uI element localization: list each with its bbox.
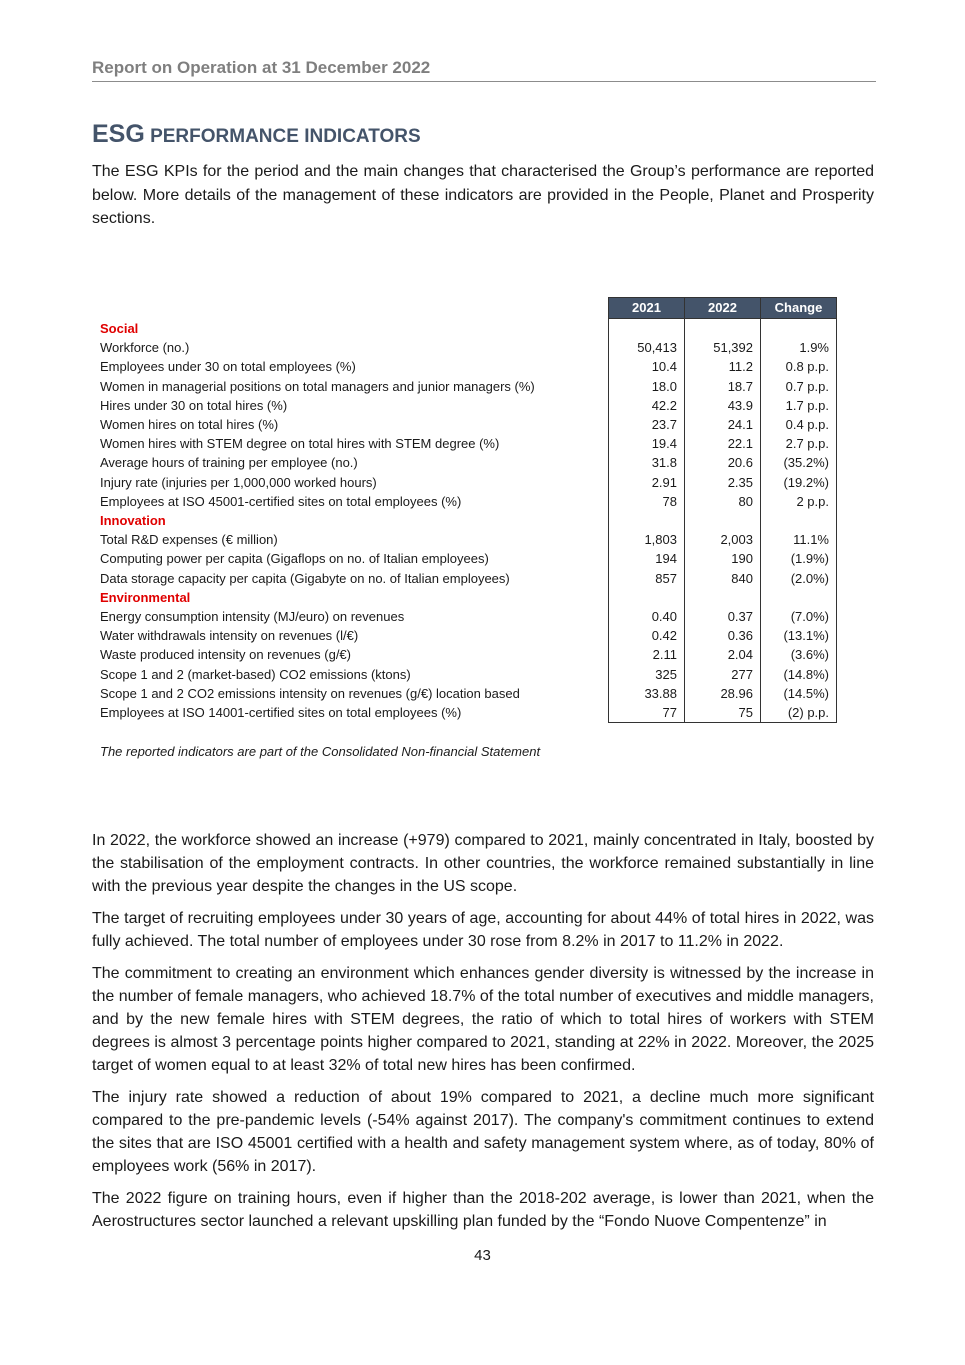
value-2021: 194 bbox=[609, 549, 685, 568]
value-2022: 80 bbox=[685, 492, 761, 511]
row-label: Scope 1 and 2 CO2 emissions intensity on revenues (g/€) location based bbox=[100, 685, 520, 701]
column-header-change: Change bbox=[761, 298, 837, 319]
value-2022: 190 bbox=[685, 549, 761, 568]
category-row-environmental bbox=[98, 588, 837, 607]
row-label: Women in managerial positions on total managers and junior managers (%) bbox=[100, 378, 535, 394]
value-change: (14.5%) bbox=[761, 684, 837, 703]
row-label: Women hires with STEM degree on total hires with STEM degree (%) bbox=[100, 436, 500, 452]
value-2021: 2.11 bbox=[609, 645, 685, 664]
row-label: Average hours of training per employee (no.) bbox=[100, 455, 358, 471]
category-label: Innovation bbox=[100, 513, 166, 529]
value-2021: 325 bbox=[609, 665, 685, 684]
row-label: Energy consumption intensity (MJ/euro) on revenues bbox=[100, 609, 405, 625]
table-row bbox=[98, 434, 837, 453]
body-text bbox=[92, 829, 874, 1242]
value-2022: 277 bbox=[685, 665, 761, 684]
value-2022: 20.6 bbox=[685, 453, 761, 472]
table-row bbox=[98, 645, 837, 664]
row-label: Total R&D expenses (€ million) bbox=[100, 532, 278, 548]
value-2021: 10.4 bbox=[609, 357, 685, 376]
category-label: Environmental bbox=[100, 589, 191, 605]
value-2021: 33.88 bbox=[609, 684, 685, 703]
value-change: 2.7 p.p. bbox=[761, 434, 837, 453]
section-title-prefix: ESG bbox=[92, 120, 145, 148]
table-row bbox=[98, 473, 837, 492]
table-row bbox=[98, 626, 837, 645]
body-paragraph: The injury rate showed a reduction of about 19% compared to 2021, a decline much more significant compared to the pre-pandemic levels (-54% against 2017). The company's commitment continues to extend the sites that are ISO 45001 certified with a health and safety management system where, as of today, 80% of employees work (56% in 2017). bbox=[92, 1089, 874, 1175]
value-2021: 18.0 bbox=[609, 377, 685, 396]
value-2022: 0.37 bbox=[685, 607, 761, 626]
value-change: (3.6%) bbox=[761, 645, 837, 664]
row-label: Data storage capacity per capita (Gigabyte on no. of Italian employees) bbox=[100, 570, 510, 586]
table-row bbox=[98, 357, 837, 376]
value-2022: 2,003 bbox=[685, 530, 761, 549]
table-row bbox=[98, 703, 837, 723]
table-row bbox=[98, 549, 837, 568]
table-body bbox=[98, 319, 837, 723]
table-row bbox=[98, 377, 837, 396]
category-label: Social bbox=[100, 320, 139, 336]
table-row bbox=[98, 396, 837, 415]
row-label: Injury rate (injuries per 1,000,000 worked hours) bbox=[100, 474, 377, 490]
row-label: Water withdrawals intensity on revenues (l/€) bbox=[100, 628, 359, 644]
table-row bbox=[98, 607, 837, 626]
column-header-2022: 2022 bbox=[685, 298, 761, 319]
row-label: Hires under 30 on total hires (%) bbox=[100, 397, 288, 413]
value-2021: 0.42 bbox=[609, 626, 685, 645]
value-2021: 1,803 bbox=[609, 530, 685, 549]
table-row bbox=[98, 684, 837, 703]
value-2022: 840 bbox=[685, 569, 761, 588]
value-2021: 78 bbox=[609, 492, 685, 511]
esg-kpi-table bbox=[98, 297, 837, 723]
row-label: Computing power per capita (Gigaflops on no. of Italian employees) bbox=[100, 551, 489, 567]
table-row bbox=[98, 569, 837, 588]
row-label: Waste produced intensity on revenues (g/€) bbox=[100, 647, 351, 663]
value-2021: 50,413 bbox=[609, 338, 685, 357]
value-2021: 0.40 bbox=[609, 607, 685, 626]
value-2021: 19.4 bbox=[609, 434, 685, 453]
intro-paragraph: The ESG KPIs for the period and the main changes that characterised the Group’s performance are reported below. More details of the management of these indicators are provided in the People, Planet and Prosperity sections. bbox=[92, 163, 874, 227]
value-2022: 24.1 bbox=[685, 415, 761, 434]
value-change: 2 p.p. bbox=[761, 492, 837, 511]
running-header: Report on Operation at 31 December 2022 bbox=[92, 58, 876, 82]
column-header-2021: 2021 bbox=[609, 298, 685, 319]
value-change: (35.2%) bbox=[761, 453, 837, 472]
table-row bbox=[98, 415, 837, 434]
section-title bbox=[92, 120, 421, 149]
body-paragraph: The commitment to creating an environment which enhances gender diversity is witnessed by the increase in the number of female managers, who achieved 18.7% of the total number of executives and middle managers, and by the new female hires with STEM degrees, the ratio of which to total hires of workers with STEM degrees is almost 3 percentage points higher compared to 2021, standing at 22% in 2022. Moreover, the 2025 target of women equal to at least 32% of total new hires has been confirmed. bbox=[92, 965, 874, 1074]
category-row-innovation bbox=[98, 511, 837, 530]
value-2021: 31.8 bbox=[609, 453, 685, 472]
table-header-row bbox=[98, 298, 837, 319]
value-change: (14.8%) bbox=[761, 665, 837, 684]
value-change: 1.7 p.p. bbox=[761, 396, 837, 415]
value-2022: 51,392 bbox=[685, 338, 761, 357]
value-2021: 77 bbox=[609, 703, 685, 723]
value-2022: 2.04 bbox=[685, 645, 761, 664]
value-change: 0.4 p.p. bbox=[761, 415, 837, 434]
value-change: (19.2%) bbox=[761, 473, 837, 492]
value-2021: 23.7 bbox=[609, 415, 685, 434]
table-row bbox=[98, 530, 837, 549]
body-paragraph: In 2022, the workforce showed an increase (+979) compared to 2021, mainly concentrated in Italy, boosted by the stabilisation of the employment contracts. In other countries, the workforce remained substantially in line with the previous year despite the changes in the US scope. bbox=[92, 832, 874, 895]
value-change: (7.0%) bbox=[761, 607, 837, 626]
value-2022: 11.2 bbox=[685, 357, 761, 376]
value-2021: 2.91 bbox=[609, 473, 685, 492]
value-2022: 18.7 bbox=[685, 377, 761, 396]
page-number: 43 bbox=[474, 1247, 491, 1264]
table-row bbox=[98, 492, 837, 511]
value-2022: 43.9 bbox=[685, 396, 761, 415]
value-2022: 22.1 bbox=[685, 434, 761, 453]
row-label: Employees under 30 on total employees (%) bbox=[100, 359, 356, 375]
value-2022: 2.35 bbox=[685, 473, 761, 492]
row-label: Employees at ISO 45001-certified sites on total employees (%) bbox=[100, 493, 462, 509]
value-change: 0.8 p.p. bbox=[761, 357, 837, 376]
value-2022: 75 bbox=[685, 703, 761, 723]
value-change: (2.0%) bbox=[761, 569, 837, 588]
row-label: Workforce (no.) bbox=[100, 340, 190, 356]
value-2021: 42.2 bbox=[609, 396, 685, 415]
table-row bbox=[98, 338, 837, 357]
table-footnote: The reported indicators are part of the Consolidated Non-financial Statement bbox=[100, 744, 541, 759]
category-row-social bbox=[98, 319, 837, 339]
table-row bbox=[98, 665, 837, 684]
value-change: (2) p.p. bbox=[761, 703, 837, 723]
value-change: (13.1%) bbox=[761, 626, 837, 645]
row-label: Women hires on total hires (%) bbox=[100, 417, 279, 432]
header-blank-cell bbox=[98, 298, 609, 319]
section-title-rest: PERFORMANCE INDICATORS bbox=[144, 126, 421, 147]
row-label: Scope 1 and 2 (market-based) CO2 emissions (ktons) bbox=[100, 666, 411, 682]
body-paragraph: The 2022 figure on training hours, even if higher than the 2018-202 average, is lower than 2021, when the Aerostructures sector launched a relevant upskilling plan funded by the “Fondo Nuove Compentenze” in bbox=[92, 1190, 874, 1230]
value-change: (1.9%) bbox=[761, 549, 837, 568]
table-row bbox=[98, 453, 837, 472]
body-paragraph: The target of recruiting employees under 30 years of age, accounting for about 44% of total hires in 2022, was fully achieved. The total number of employees under 30 rose from 8.2% in 2017 to 11.2% in 2022. bbox=[92, 910, 874, 950]
row-label: Employees at ISO 14001-certified sites on total employees (%) bbox=[100, 705, 462, 721]
value-change: 1.9% bbox=[761, 338, 837, 357]
value-2022: 0.36 bbox=[685, 626, 761, 645]
value-2021: 857 bbox=[609, 569, 685, 588]
value-change: 11.1% bbox=[761, 530, 837, 549]
value-change: 0.7 p.p. bbox=[761, 377, 837, 396]
value-2022: 28.96 bbox=[685, 684, 761, 703]
